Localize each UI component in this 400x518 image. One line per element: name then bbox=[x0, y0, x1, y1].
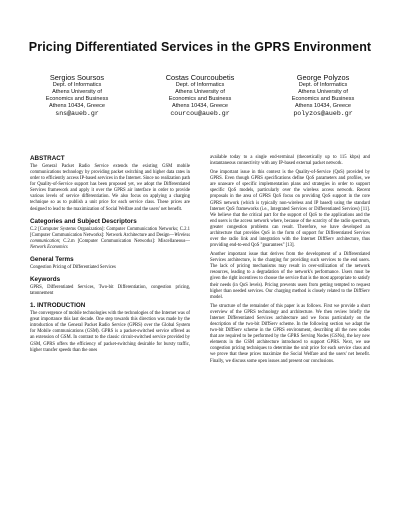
abstract-heading: ABSTRACT bbox=[30, 155, 65, 162]
author-name: Costas Courcoubetis bbox=[165, 73, 235, 82]
author-city: Athens 10434, Greece bbox=[295, 103, 351, 110]
author-dept: Dept. of Informatics bbox=[52, 82, 102, 88]
keywords-heading: Keywords bbox=[30, 276, 61, 284]
right-column bbox=[210, 155, 370, 365]
terms-heading: General Terms bbox=[30, 255, 74, 263]
author-1 bbox=[18, 73, 136, 119]
body-paragraph: The structure of the remainder of this paper is as follows. First we provide a short overview of the GPRS technology and architecture. We then review briefly the Internet Differentiated Services architecture and we focus particularly on the description of the two-bit DiffServ scheme. In the following section we adapt the two-bit DiffServ scheme in the GPRS environment, describing all the new nodes that are required to be performed by the GPRS Serving Nodes (GSNs), the key new elements in the GSM architecture introduced to support GPRS. Next, we use congestion pricing techniques to determine the unit price for each service class and we prove that these prices maximize the Social Welfare and the users' net benefit. Finally, we discuss some open issues and present our conclusions. bbox=[210, 303, 370, 364]
author-univ: Athens University of bbox=[298, 89, 348, 96]
author-email: sns@aueb.gr bbox=[55, 110, 99, 118]
body-paragraph: One important issue in this context is the Quality-of-Service (QoS) provided by GPRS. Even though GPRS specifications define QoS parameters and profiles, we are unaware of specific implementation plans and strategies in order to support specific QoS models, particularly over the wireless access network. Recent proposals in the area of GPRS QoS focus on providing QoS support in the core GPRS network (which is typically non-wireless and IP based) using the standard Internet QoS frameworks (i.e., Integrated Services or Differentiated Services) [11]. We believe that the critical part for the support of QoS to the applications and the end users is the access network where, because of the scarcity of the radio spectrum, greater congestion problems can result. Therefore, we have developed an architecture that provides QoS in the form of support for Differentiated Services over the radio link and integration with the Internet DiffServ architecture, thus providing end-to-end QoS "guarantees" [13]. bbox=[210, 170, 370, 249]
abstract-text: The General Packet Radio Service extends the existing GSM mobile communications technology by providing packet switching and higher data rates in order to efficiently access IP-based services in the Internet. Since no realization path for Quality-of-Service support has been proposed yet, we adopt the Differentiated Services framework and apply it over the GPRS air interface in order to provide various levels of service differentiation. We also focus on applying a charging technique so as to publish a unit price for each service class. These prices are designed to lead to the maximization of Social Welfare and the users' net benefit. bbox=[30, 164, 190, 212]
author-name: Sergios Soursos bbox=[49, 73, 105, 82]
paper-title: Pricing Differentiated Services in the GPRS Environment bbox=[28, 40, 372, 54]
keywords-text: GPRS, Differentiated Services, Two-bit Differentiation, congestion pricing, tatonnement bbox=[30, 285, 190, 297]
author-email: courcou@aueb.gr bbox=[170, 110, 230, 118]
author-3 bbox=[264, 73, 382, 119]
introduction-heading: 1. INTRODUCTION bbox=[30, 302, 86, 310]
categories-heading: Categories and Subject Descriptors bbox=[30, 217, 137, 225]
author-univ: Athens University of bbox=[52, 89, 102, 96]
author-univ: Economics and Business bbox=[168, 96, 232, 103]
author-city: Athens 10434, Greece bbox=[49, 103, 105, 110]
author-name: George Polyzos bbox=[296, 73, 350, 82]
author-univ: Athens University of bbox=[175, 89, 225, 96]
terms-text: Congestion Pricing of Differentiated Services bbox=[30, 264, 116, 270]
author-2 bbox=[141, 73, 259, 119]
left-column bbox=[30, 155, 190, 354]
introduction-text: The convergence of mobile technologies with the technologies of the Internet was of great importance this last decade. One step towards this direction was made by the introduction of the General Packet Radio Service (GPRS) over the Global System for Mobile communications (GSM). GPRS is a packet-switched service offered as an extension of GSM. In contrast to the classic circuit-switched service provided by GSM, GPRS offers the efficiency of packet-switching desirable for bursty traffic, higher transfer speeds than the ones bbox=[30, 311, 190, 353]
author-univ: Economics and Business bbox=[45, 96, 109, 103]
author-block bbox=[18, 73, 382, 119]
body-paragraph: Another important issue that derives from the development of a Differentiated Services architecture, is the charging for providing such services to the end users. The lack of pricing mechanisms may result in over-utilization of the network resources, leading to a degradation of the network's performance. Users must be given the right incentives to choose the service that is the most appropriate to satisfy their needs (in QoS levels). Pricing prevents users from getting tempted to request higher than needed services. Our charging method is closely related to the DiffServ model. bbox=[210, 252, 370, 300]
author-dept: Dept. of Informatics bbox=[175, 82, 225, 88]
author-dept: Dept. of Informatics bbox=[298, 82, 348, 88]
author-city: Athens 10434, Greece bbox=[172, 103, 228, 110]
categories-text: C.2 [Computer Systems Organization]: Computer Communication Networks; C.2.1 [Computer Communication Networks]: Network Architecture and Design—Wireless communication; C.2.m [Computer Communication Networks]: Miscellaneous—Network Economics bbox=[30, 226, 190, 250]
author-univ: Economics and Business bbox=[291, 96, 355, 103]
author-email: polyzos@aueb.gr bbox=[293, 110, 353, 118]
body-paragraph: available today to a single end-terminal (theoretically up to 115 kbps) and instantaneous connectivity with any IP-based external packet network. bbox=[210, 155, 370, 167]
